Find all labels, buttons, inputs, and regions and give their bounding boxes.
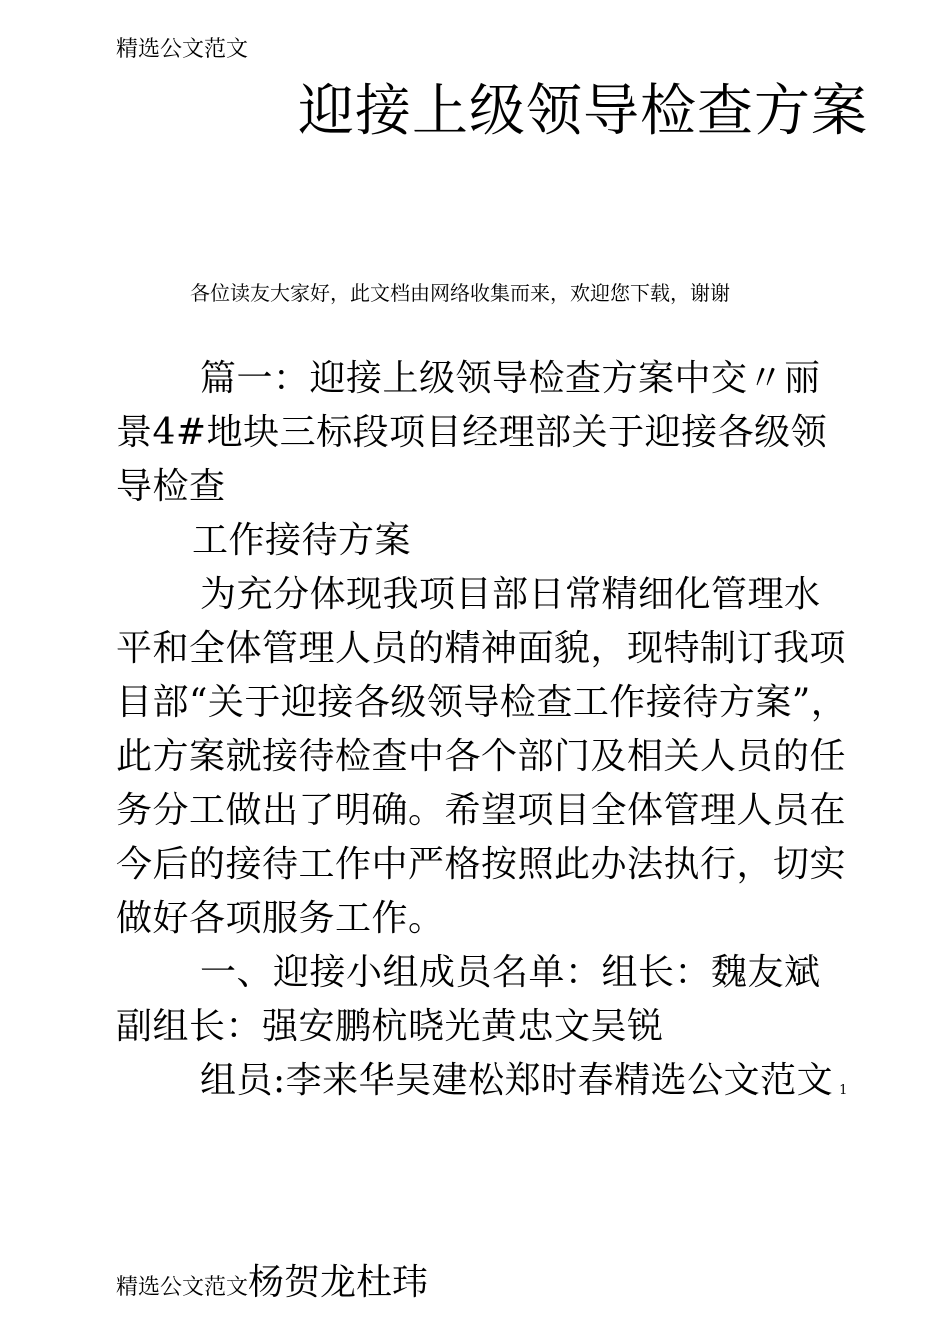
page-number: 1	[839, 1083, 848, 1098]
members-text: 组员:李来华吴建松郑时春精选公文范文	[200, 1060, 834, 1101]
document-body	[116, 352, 852, 1118]
footer-label: 精选公文范文	[116, 1275, 249, 1300]
paragraph-team-list: 一、迎接小组成员名单：组长：魏友斌副组长：强安鹏杭晓光黄忠文吴锐	[116, 952, 821, 1047]
download-notice: 各位读友大家好，此文档由网络收集而来，欢迎您下载，谢谢	[190, 281, 730, 305]
paragraph-subtitle: 工作接待方案	[192, 520, 412, 561]
document-title: 迎接上级领导检查方案	[298, 79, 868, 144]
page-footer	[116, 1254, 428, 1305]
paragraph-intro: 为充分体现我项目部日常精细化管理水平和全体管理人员的精神面貌，现特制订我项目部“关于迎接各级领导检查工作接待方案”，此方案就接待检查中各个部门及相关人员的任务分工做出了明确。希望项目全体管理人员在今后的接待工作中严格按照此办法执行，切实做好各项服务工作。	[116, 574, 848, 939]
paragraph-chapter-heading: 篇一：迎接上级领导检查方案中交〃丽景4#地块三标段项目经理部关于迎接各级领导检查	[116, 358, 828, 507]
header-label: 精选公文范文	[116, 37, 249, 62]
footer-names: 杨贺龙杜玮	[248, 1262, 429, 1303]
paragraph-members	[116, 1054, 852, 1118]
